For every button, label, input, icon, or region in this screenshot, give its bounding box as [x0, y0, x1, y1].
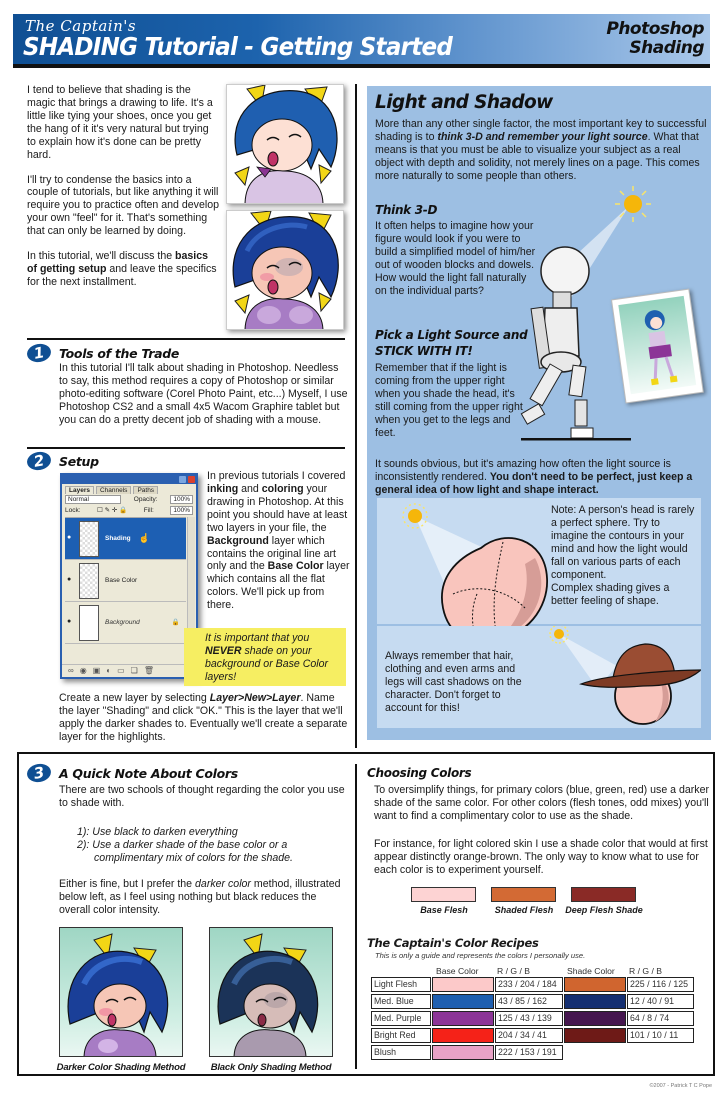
- text-span: . What that means is that you must be able to visualize your subject as a real object with depth and solidity, not merely lines on a page. This comes more naturally to some people than others.: [375, 130, 700, 182]
- layer-thumbnail: [79, 563, 99, 599]
- color-name-cell: Light Flesh: [371, 977, 431, 992]
- section-rule: [27, 338, 345, 340]
- light-and-shadow-panel: [367, 86, 711, 740]
- text-span: It sounds obvious, but it's amazing how often the light source is inconsistently rendered.: [375, 458, 671, 483]
- base-color-swatch-cell: [432, 1045, 494, 1060]
- base-rgb-cell: 125 / 43 / 139: [495, 1011, 563, 1026]
- opacity-label: Opacity:: [133, 495, 158, 503]
- color-name-cell: Med. Blue: [371, 994, 431, 1009]
- text-span: . Name the layer "Shading" and click "OK." This is the layer that we'll apply the darker shades to. Eventually we'll create a separate layer for the highlights.: [59, 692, 348, 743]
- head-shape-box: [377, 498, 701, 624]
- complex-shading-note: Complex shading gives a better feeling of shape.: [551, 582, 670, 607]
- warning-callout: [184, 628, 346, 686]
- intro-paragraph: I'll try to condense the basics into a couple of tutorials, but like anything it will require you to practice often and develop your own "feel" for it. That's something that can only be learned by doing.: [27, 173, 219, 238]
- lock-row: [62, 505, 196, 516]
- character-flat-image: [226, 84, 344, 204]
- link-icon: ∞: [68, 666, 74, 676]
- list-item-continuation: complimentary mix of colors for the shade.: [94, 851, 294, 864]
- recipes-subtitle: This is only a guide and represents the colors I personally use.: [375, 951, 586, 960]
- bold-span: Base Color: [267, 560, 324, 573]
- cast-shadow-note: Always remember that hair, clothing and even arms and legs will cast shadows on the character. Don't forget to account for this!: [385, 650, 522, 714]
- swatch-label: Shaded Flesh: [494, 905, 554, 915]
- recipes-title: The Captain's Color Recipes: [367, 936, 539, 950]
- shade-rgb-cell: 101 / 10 / 11: [627, 1028, 694, 1043]
- black-only-method-image: [209, 927, 333, 1057]
- layers-panel-screenshot: [60, 473, 198, 679]
- tab-paths: Paths: [133, 486, 158, 494]
- text-span: layer which contains the original line art only and the: [207, 534, 336, 573]
- shade-color-swatch-cell: [564, 1011, 626, 1026]
- layer-name: Shading: [105, 534, 131, 542]
- section-number-badge: 3: [26, 762, 53, 784]
- methods-list: [77, 826, 347, 865]
- text-span: your drawing in Photoshop. At this point you should have at least two layers in your file, the: [207, 482, 348, 534]
- intro-paragraph: [27, 250, 219, 289]
- think-3d-body: It often helps to imagine how your figure would look if you were to build a simplified model of him/her out of wooden blocks and dowels. How would the light fall naturally on the individual parts?: [375, 220, 536, 297]
- column-header-shade-color: Shade Color: [567, 966, 615, 976]
- cast-shadow-box: [377, 626, 701, 728]
- layer-row-shading: [65, 518, 186, 560]
- setup-description: [207, 470, 351, 612]
- eye-icon: ●: [67, 576, 72, 584]
- text-span: Either is fine, but I prefer the: [59, 878, 196, 890]
- lock-icons: ☐ ✎ ✛ 🔒: [97, 506, 128, 514]
- color-name-cell: Blush: [371, 1045, 431, 1060]
- eye-icon: ●: [67, 534, 72, 542]
- choosing-colors-p2: For instance, for light colored skin I use a shade color that would at first appear distinctly orange-brown. The only way to know what to use for each color is to experiment yourself.: [374, 838, 708, 876]
- callout-text: shade on your background or Base Color layers!: [205, 644, 329, 683]
- section-title: Tools of the Trade: [59, 346, 180, 361]
- topic-badge: [606, 20, 704, 58]
- layer-thumbnail: [79, 605, 99, 641]
- bold-span: inking: [207, 482, 239, 495]
- shade-color-swatch-cell: [564, 994, 626, 1009]
- character-photo: [612, 289, 704, 403]
- base-rgb-cell: 233 / 204 / 184: [495, 977, 563, 992]
- shade-rgb-cell: 225 / 116 / 125: [627, 977, 694, 992]
- menu-path: Layer>New>Layer: [209, 692, 301, 704]
- mask-icon: ▣: [92, 666, 101, 676]
- section-outro: [59, 878, 349, 917]
- column-divider: [355, 84, 357, 748]
- swatch-shaded-flesh: [491, 887, 556, 902]
- character-shaded-image: [226, 210, 344, 330]
- opacity-field: 100%: [170, 495, 193, 504]
- section-intro: There are two schools of thought regarding the color you use to shade with.: [59, 784, 345, 809]
- bold-span: You don't need to be perfect, just keep a general idea of how light and shape interact.: [375, 470, 693, 496]
- column-header-rgb: R / G / B: [497, 966, 530, 976]
- layer-row-base-color: [65, 560, 186, 602]
- page-header: [13, 14, 710, 68]
- section-title: A Quick Note About Colors: [59, 766, 238, 781]
- layer-row-background: [65, 602, 186, 644]
- base-color-swatch-cell: [432, 1011, 494, 1026]
- layer-style-icon: ◉: [79, 666, 87, 676]
- color-name-cell: Bright Red: [371, 1028, 431, 1043]
- text-span: method, illustrated below left, as I feel using nothing but black reduces the overall color intensity.: [59, 878, 341, 916]
- subheading-pick-light: [375, 328, 527, 359]
- callout-text: It is important that you: [205, 632, 310, 644]
- topic-badge-line1: Photoshop: [606, 19, 704, 39]
- tab-layers: Layers: [65, 486, 94, 494]
- intro-paragraph: I tend to believe that shading is the magic that brings a drawing to life. It's a little like tying your shoes, once you get the hang of it it's very natural but trying to explain how it's done can be pretty hard.: [27, 84, 213, 161]
- page-title: SHADING Tutorial - Getting Started: [23, 32, 453, 61]
- group-icon: ▭: [117, 666, 125, 676]
- mannequin-illustration: [517, 186, 711, 442]
- lock-label: Lock:: [65, 506, 81, 514]
- section-number-badge: 1: [26, 342, 53, 364]
- copyright: ©2007 - Patrick T C Pope: [649, 1083, 712, 1089]
- layer-list: [65, 517, 186, 663]
- layer-thumbnail: [79, 521, 99, 557]
- shade-rgb-cell: 64 / 8 / 74: [627, 1011, 694, 1026]
- bold-span: Background: [207, 534, 269, 547]
- panel-bottom-toolbar: [62, 664, 196, 677]
- intro-text: [27, 84, 219, 301]
- list-item: 2): Use a darker shade of the base color or a: [77, 838, 288, 851]
- panel-intro: [375, 118, 707, 183]
- section-title: Setup: [59, 454, 99, 469]
- layer-name: Background: [105, 618, 140, 626]
- layer-name: Base Color: [105, 576, 138, 584]
- tab-channels: Channels: [96, 486, 131, 494]
- text-span: In previous tutorials I covered: [207, 470, 346, 482]
- lock-icon: 🔒: [171, 618, 180, 626]
- swatch-label: Deep Flesh Shade: [565, 905, 643, 915]
- subheading-line: Pick a Light Source and: [375, 328, 528, 342]
- fill-field: 100%: [170, 506, 193, 515]
- sun-icon: [615, 186, 651, 222]
- hand-cursor-icon: ☝: [138, 533, 150, 544]
- text-span: More than any other single factor, the most important key to successful shading is to: [375, 118, 707, 143]
- swatch-label: Base Flesh: [420, 905, 468, 915]
- swatch-base-flesh: [411, 887, 476, 902]
- base-rgb-cell: 222 / 153 / 191: [495, 1045, 563, 1060]
- base-color-swatch-cell: [432, 1028, 494, 1043]
- column-divider: [355, 764, 357, 1069]
- obvious-paragraph: [375, 458, 709, 497]
- callout-bold: NEVER: [205, 644, 242, 657]
- base-color-swatch-cell: [432, 977, 494, 992]
- new-layer-icon: ❏: [130, 666, 138, 676]
- trash-icon: 🗑: [143, 666, 154, 676]
- bold-span: coloring: [261, 482, 304, 495]
- emphasis-span: think 3-D and remember your light source: [437, 130, 648, 143]
- subheading-think-3d: Think 3-D: [375, 203, 438, 217]
- choosing-colors-p1: To oversimplify things, for primary colors (blue, green, red) use a darker shade of the same color. For other colors (flesh tones, odd mixes) you'll want to find a complimentary color to use as the shade.: [374, 784, 710, 822]
- base-rgb-cell: 43 / 85 / 162: [495, 994, 563, 1009]
- column-header-base-color: Base Color: [436, 966, 479, 976]
- swatch-deep-flesh-shade: [571, 887, 636, 902]
- image-caption: Black Only Shading Method: [210, 1062, 332, 1073]
- blend-mode-select: Normal: [65, 495, 121, 504]
- text-span: and: [238, 482, 262, 495]
- text-span: layer which contains all the flat colors. We'll pick up from there.: [207, 560, 350, 612]
- base-rgb-cell: 204 / 34 / 41: [495, 1028, 563, 1043]
- minimize-icon: [179, 476, 186, 483]
- darker-color-method-image: [59, 927, 183, 1057]
- text-span: Create a new layer by selecting: [59, 692, 210, 704]
- panel-titlebar: [62, 475, 196, 484]
- eye-icon: ●: [67, 618, 72, 626]
- hat-head-illustration: [547, 626, 701, 728]
- intro-bold-span: basics of getting setup: [27, 250, 209, 276]
- choosing-colors-title: Choosing Colors: [367, 766, 472, 780]
- image-caption: Darker Color Shading Method: [56, 1062, 186, 1073]
- header-kicker: The Captain's: [25, 17, 137, 35]
- shade-color-swatch-cell: [564, 1028, 626, 1043]
- section-rule: [27, 447, 345, 449]
- intro-text-span: and leave the specifics for the next installment.: [27, 263, 217, 288]
- panel-tabs: [62, 484, 196, 494]
- color-name-cell: Med. Purple: [371, 1011, 431, 1026]
- head-note: Note: A person's head is rarely a perfect sphere. Try to imagine the contours in your mind and how the light would fall on various parts of each component.: [551, 504, 695, 581]
- blend-row: [62, 494, 196, 505]
- list-item: 1): Use black to darken everything: [77, 826, 238, 838]
- column-header-rgb: R / G / B: [629, 966, 662, 976]
- section-number-badge: 2: [26, 450, 53, 472]
- shade-color-swatch-cell: [564, 977, 626, 992]
- setup-instructions: [59, 692, 349, 744]
- adjustment-icon: ◐: [106, 666, 112, 676]
- panel-title: Light and Shadow: [375, 92, 553, 113]
- section-body: In this tutorial I'll talk about shading in Photoshop. Needless to say, this method requires a copy of Photoshop or similar photo-editing software (Corel Photo Paint, etc...) Myself, I use Photoshop CS2 and a small 4x5 Wacom Graphire tablet but you can do a pretty decent job of shading with a mouse.: [59, 362, 348, 426]
- intro-text-span: In this tutorial, we'll discuss the: [27, 250, 176, 263]
- shade-rgb-cell: 12 / 40 / 91: [627, 994, 694, 1009]
- fill-label: Fill:: [143, 506, 154, 514]
- close-icon: [188, 476, 195, 483]
- italic-span: darker color: [195, 878, 251, 890]
- topic-badge-line2: Shading: [629, 38, 704, 58]
- pick-light-body: Remember that if the light is coming from the upper right when you shade the head, it's still coming from the upper right when you get to the legs and feet.: [375, 362, 523, 439]
- subheading-line: STICK WITH IT!: [375, 343, 473, 358]
- base-color-swatch-cell: [432, 994, 494, 1009]
